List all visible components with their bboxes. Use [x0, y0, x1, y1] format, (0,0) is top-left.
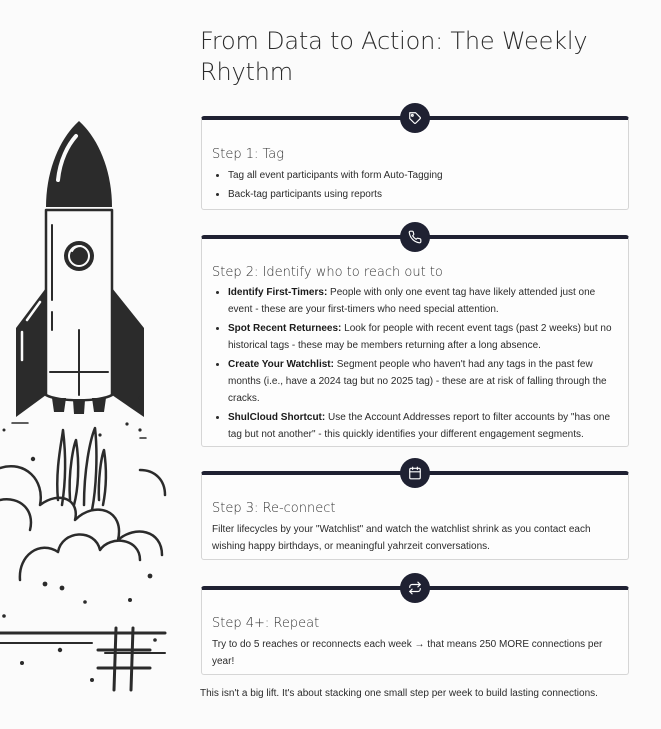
item-label: Identify First-Timers:: [228, 287, 328, 298]
list-item: [228, 409, 616, 443]
step-list: [212, 284, 616, 445]
step-heading: Step 4+: Repeat: [212, 616, 320, 631]
item-text: People with only one event tag have likely attended just one event - these are your first-timers who need special attention.: [228, 287, 596, 315]
list-item: [228, 167, 616, 184]
step-card-identify: [201, 235, 629, 447]
step-body: Filter lifecycles by your "Watchlist" and watch the watchlist shrink as you contact each wishing happy birthdays, or meaningful yahrzeit conversations.: [212, 524, 591, 552]
step-heading: Step 1: Tag: [212, 147, 285, 162]
item-label: ShulCloud Shortcut:: [228, 412, 326, 423]
step-badge: [400, 573, 430, 603]
calendar-icon: [408, 466, 422, 480]
step-heading: Step 3: Re-connect: [212, 501, 336, 516]
footer-note: This isn't a big lift. It's about stacking one small step per week to build lasting connections.: [200, 688, 598, 699]
phone-icon: [408, 230, 422, 244]
item-text: Use the Account Addresses report to filter accounts by "has one tag but not another" - this quickly identifies your different engagement segments.: [228, 412, 611, 440]
list-item: [228, 320, 616, 354]
list-item: [228, 186, 616, 203]
step-card-repeat: [201, 586, 629, 675]
list-item: [228, 284, 616, 318]
step-card-reconnect: [201, 471, 629, 560]
item-text: Tag all event participants with form Auto-Tagging: [228, 170, 443, 181]
item-label: Spot Recent Returnees:: [228, 323, 342, 334]
list-item: [228, 356, 616, 407]
item-text: Back-tag participants using reports: [228, 189, 382, 200]
tag-icon: [408, 111, 422, 125]
step-list: [212, 167, 616, 205]
item-text: Look for people with recent event tags (past 2 weeks) but no historical tags - these may be members returning after a long absence.: [228, 323, 612, 351]
step-badge: [400, 222, 430, 252]
step-badge: [400, 458, 430, 488]
step-heading: Step 2: Identify who to reach out to: [212, 265, 443, 280]
page-title: From Data to Action: The Weekly Rhythm: [200, 27, 588, 86]
item-label: Create Your Watchlist:: [228, 359, 334, 370]
repeat-icon: [408, 581, 422, 595]
step-card-tag: [201, 116, 629, 210]
rocket-illustration: [0, 0, 180, 729]
step-badge: [400, 103, 430, 133]
item-text: Segment people who haven't had any tags in the past few months (i.e., have a 2024 tag but no 2025 tag) - these are at risk of falling through the cracks.: [228, 359, 607, 404]
step-body: Try to do 5 reaches or reconnects each week → that means 250 MORE connections per year!: [212, 639, 603, 667]
